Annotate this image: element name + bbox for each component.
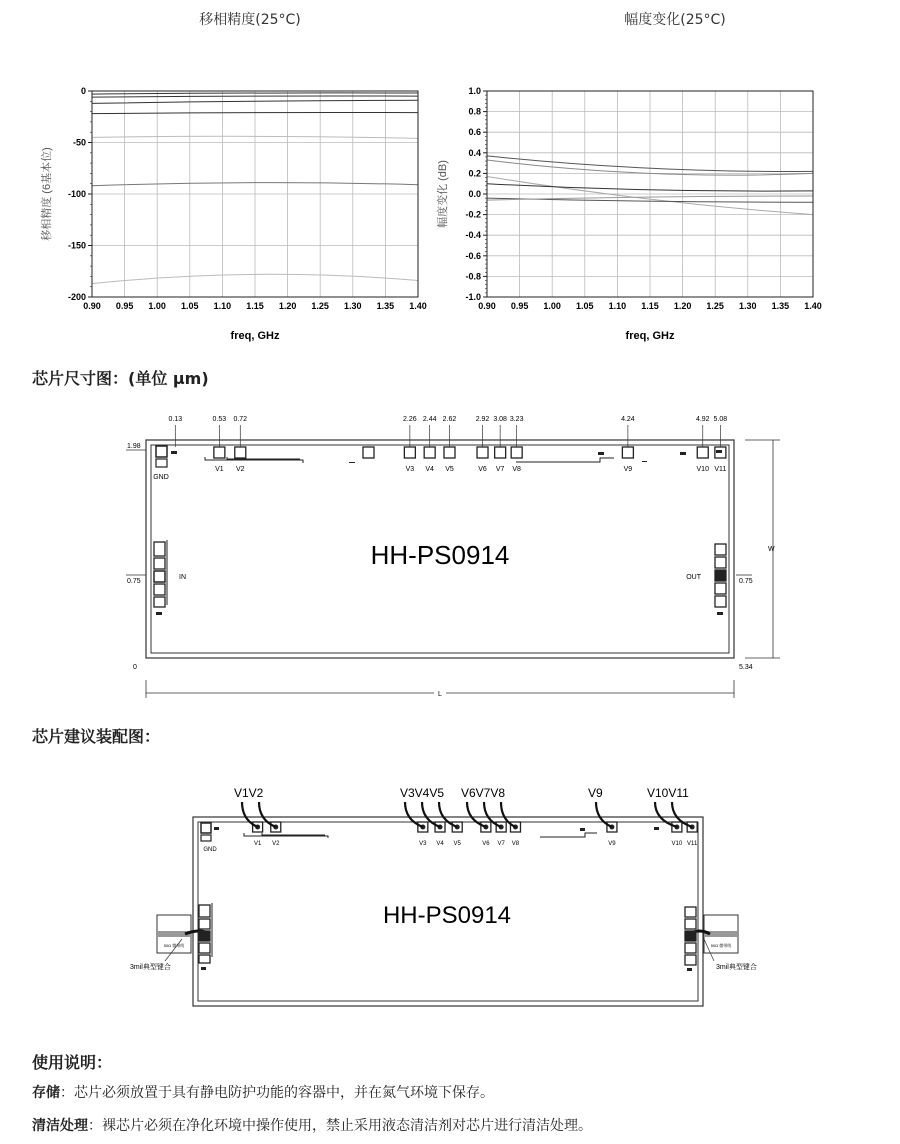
pad-group-v3v4v5: V3V4V5 [400,786,445,800]
gnd-pad [156,446,167,457]
pad-label-v11: V11 [714,466,727,473]
length-label: L [438,691,442,698]
bond-wire-v10 [655,802,677,827]
assembly-pad-label-v11: V11 [687,841,698,847]
x-tick-label: 1.05 [576,301,594,311]
assembly-pad-label-v2: V2 [272,841,280,847]
out-gnd-pad-top [715,544,726,555]
out-pad [715,570,726,581]
out-marker [717,612,723,615]
x-tick-label: 1.05 [181,301,199,311]
out-gnd-pad-bottom [715,583,726,594]
y-tick-label: -200 [67,292,86,302]
x-tick-label: 1.15 [641,301,659,311]
cleaning-note [32,1115,592,1135]
y-tick-label: -100 [67,189,86,199]
in-gnd-pad-mid [154,558,165,569]
assembly-pad-label-v8: V8 [511,841,520,847]
y-tick-label: -150 [67,240,86,251]
pad-label-v6: V6 [478,466,487,473]
x-tick-label: 1.15 [246,301,264,311]
pad-group-v1v2: V1V2 [234,786,264,800]
pad-group-v10v11: V10V11 [647,786,689,800]
pad-v5 [444,447,455,458]
y-tick-label: 0.4 [468,147,481,158]
x-tick-label: 1.25 [311,301,329,311]
x-tick-label: 0.95 [510,301,529,311]
pad-label-v1: V1 [215,466,224,473]
top-dim-label: 3.08 [493,416,507,423]
v10-marker [680,452,686,455]
v11-marker [716,450,722,453]
extra-pad [363,447,374,458]
pad-label-v10: V10 [696,466,709,473]
amplitude-variation-chart [437,60,880,350]
top-dim-label: 0.72 [233,416,248,423]
y-tick-label: -50 [72,137,86,148]
assembly-pad-label-v5: V5 [453,841,461,847]
assembly-pad-label-v6: V6 [482,841,490,847]
y-tick-label: 0 [80,86,86,96]
top-dim-label: 5.08 [713,416,728,423]
right-substrate-label: 50Ω 微带线 [710,943,732,948]
top-dim-label: 4.92 [695,416,710,423]
pad-v3 [404,447,415,458]
in-gnd-pad-bottom [154,584,165,595]
pad-v10 [697,447,708,458]
in-pad [154,571,165,582]
assembly-out-pad [685,931,696,941]
y-tick-label: -0.2 [465,209,481,220]
in-label: IN [179,574,186,581]
top-dim-label: 0.53 [212,416,227,423]
x-tick-label: 1.40 [804,301,822,311]
bond-wire-v11 [672,802,692,827]
pad-v4 [424,447,435,458]
out-gnd-pad-extra [715,596,726,607]
y-tick-label: -0.6 [465,250,481,261]
top-dim-label: 2.26 [403,416,417,423]
gnd-pad-lower [156,459,167,467]
top-dim-label: 2.44 [422,416,437,423]
pad-label-v5: V5 [445,466,454,473]
amplitude-chart-title: 幅度变化(25°C) [624,12,726,28]
left-mid-dim: 0.75 [127,578,141,585]
storage-label: 存储 [32,1085,60,1101]
right-bottom-dim: 5.34 [739,664,753,671]
pad-v7 [495,447,506,458]
y-tick-label: 0.8 [468,106,481,117]
x-tick-label: 1.35 [376,301,395,311]
pad-label-v2: V2 [235,466,245,473]
y-tick-label: 0.2 [468,168,481,179]
x-tick-label: 1.20 [278,301,297,311]
assembly-chip-name: HH-PS0914 [382,902,512,929]
x-tick-label: 1.10 [608,301,627,311]
assembly-pad-label-v4: V4 [436,841,444,847]
amplitude-chart-xlabel: freq, GHz [625,330,675,342]
pad-group-v6v7v8: V6V7V8 [461,786,506,800]
top-dim-label: 4.24 [621,416,635,423]
phase-chart-xlabel: freq, GHz [230,330,280,342]
phase-chart-title: 移相精度(25°C) [199,12,301,28]
in-gnd-pad-top [154,542,165,556]
top-dim-label: 3.23 [509,416,524,423]
storage-text: ：芯片必须放置于具有静电防护功能的容器中，并在氮气环境下保存。 [60,1085,494,1101]
in-gnd-pad-extra [154,597,165,607]
chip-name: HH-PS0914 [370,540,510,570]
out-gnd-pad-mid [715,557,726,568]
storage-note [32,1082,494,1102]
assembly-gnd-label: GND [203,847,217,853]
usage-heading: 使用说明： [32,1053,113,1072]
bond-wire-v3 [405,802,423,827]
y-tick-label: 1.0 [468,86,481,96]
pad-label-v3: V3 [405,466,415,473]
left-bottom-dim: 0 [133,664,137,671]
x-tick-label: 1.30 [344,301,362,311]
x-tick-label: 1.10 [213,301,232,311]
right-bond-label: 3mil典型键合 [716,964,757,971]
assembly-pad-label-v7: V7 [497,841,505,847]
top-dim-label: 2.62 [442,416,457,423]
bond-wire-v7 [484,802,501,827]
bond-wire-v1 [242,802,258,827]
cleaning-label: 清洁处理 [32,1118,88,1134]
y-tick-label: -0.4 [465,230,481,241]
phase-chart-ylabel: 移相精度 (6基本位) [41,147,53,241]
assembly-pad-label-v1: V1 [253,841,262,847]
x-tick-label: 1.40 [409,301,427,311]
pad-group-v9: V9 [588,786,603,800]
right-mid-dim: 0.75 [739,578,753,585]
bond-wire-v8 [501,802,515,827]
x-tick-label: 1.20 [673,301,692,311]
pad-label-v9: V9 [623,466,633,473]
assembly-pad-label-v10: V10 [671,841,683,847]
bond-wire-v2 [259,802,276,827]
amplitude-chart-ylabel: 幅度变化 (dB) [437,160,449,228]
assembly-in-pad [199,931,210,941]
bond-wire-v9 [596,802,612,827]
pad-v6 [477,447,488,458]
out-label: OUT [686,574,701,581]
bond-wire-v4 [422,802,440,827]
chip-assembly-diagram [0,775,900,1015]
top-dim-label: 2.92 [475,416,490,423]
cleaning-text: ：裸芯片必须在净化环境中操作使用，禁止采用液态清洁剂对芯片进行清洁处理。 [88,1118,592,1134]
gnd-marker [171,451,177,454]
y-tick-label: 0.0 [468,189,481,199]
top-dim-label: 0.13 [168,416,183,423]
x-tick-label: 1.30 [739,301,757,311]
width-label: W [768,546,775,553]
dimensions-heading: 芯片尺寸图：(单位 μm) [32,369,209,388]
bond-wire-v6 [467,802,486,827]
pad-v9 [622,447,633,458]
trace-v9 [516,458,614,462]
y-tick-label: 0.6 [468,127,481,138]
gnd-label: GND [153,474,169,481]
pad-v2 [235,447,246,458]
trace-stub-2 [642,461,647,462]
x-tick-label: 0.95 [115,301,134,311]
y-tick-label: -1.0 [465,292,481,302]
assembly-gnd-pad [201,823,211,833]
assembly-pad-label-v9: V9 [608,841,616,847]
assembly-pad-label-v3: V3 [419,841,427,847]
x-tick-label: 1.35 [771,301,790,311]
x-tick-label: 0.90 [478,301,496,311]
x-tick-label: 1.00 [148,301,166,311]
assembly-heading: 芯片建议装配图： [32,727,161,746]
trace-stub [349,462,355,463]
x-tick-label: 1.00 [543,301,561,311]
in-marker [156,612,162,615]
chip-dimension-diagram [0,405,900,705]
pad-v1 [214,447,225,458]
x-tick-label: 0.90 [83,301,101,311]
left-top-dim: 1.98 [127,443,141,450]
pad-v8 [511,447,522,458]
x-tick-label: 1.25 [706,301,724,311]
pad-label-v7: V7 [495,466,505,473]
pad-label-v8: V8 [512,466,521,473]
pad-label-v4: V4 [425,466,434,473]
left-bond-label: 3mil典型键合 [130,964,171,971]
y-tick-label: -0.8 [465,271,481,282]
v9-marker [598,452,604,455]
phase-accuracy-chart [0,60,440,350]
left-substrate-label: 50Ω 微带线 [163,943,185,948]
bond-wire-v5 [439,802,457,827]
